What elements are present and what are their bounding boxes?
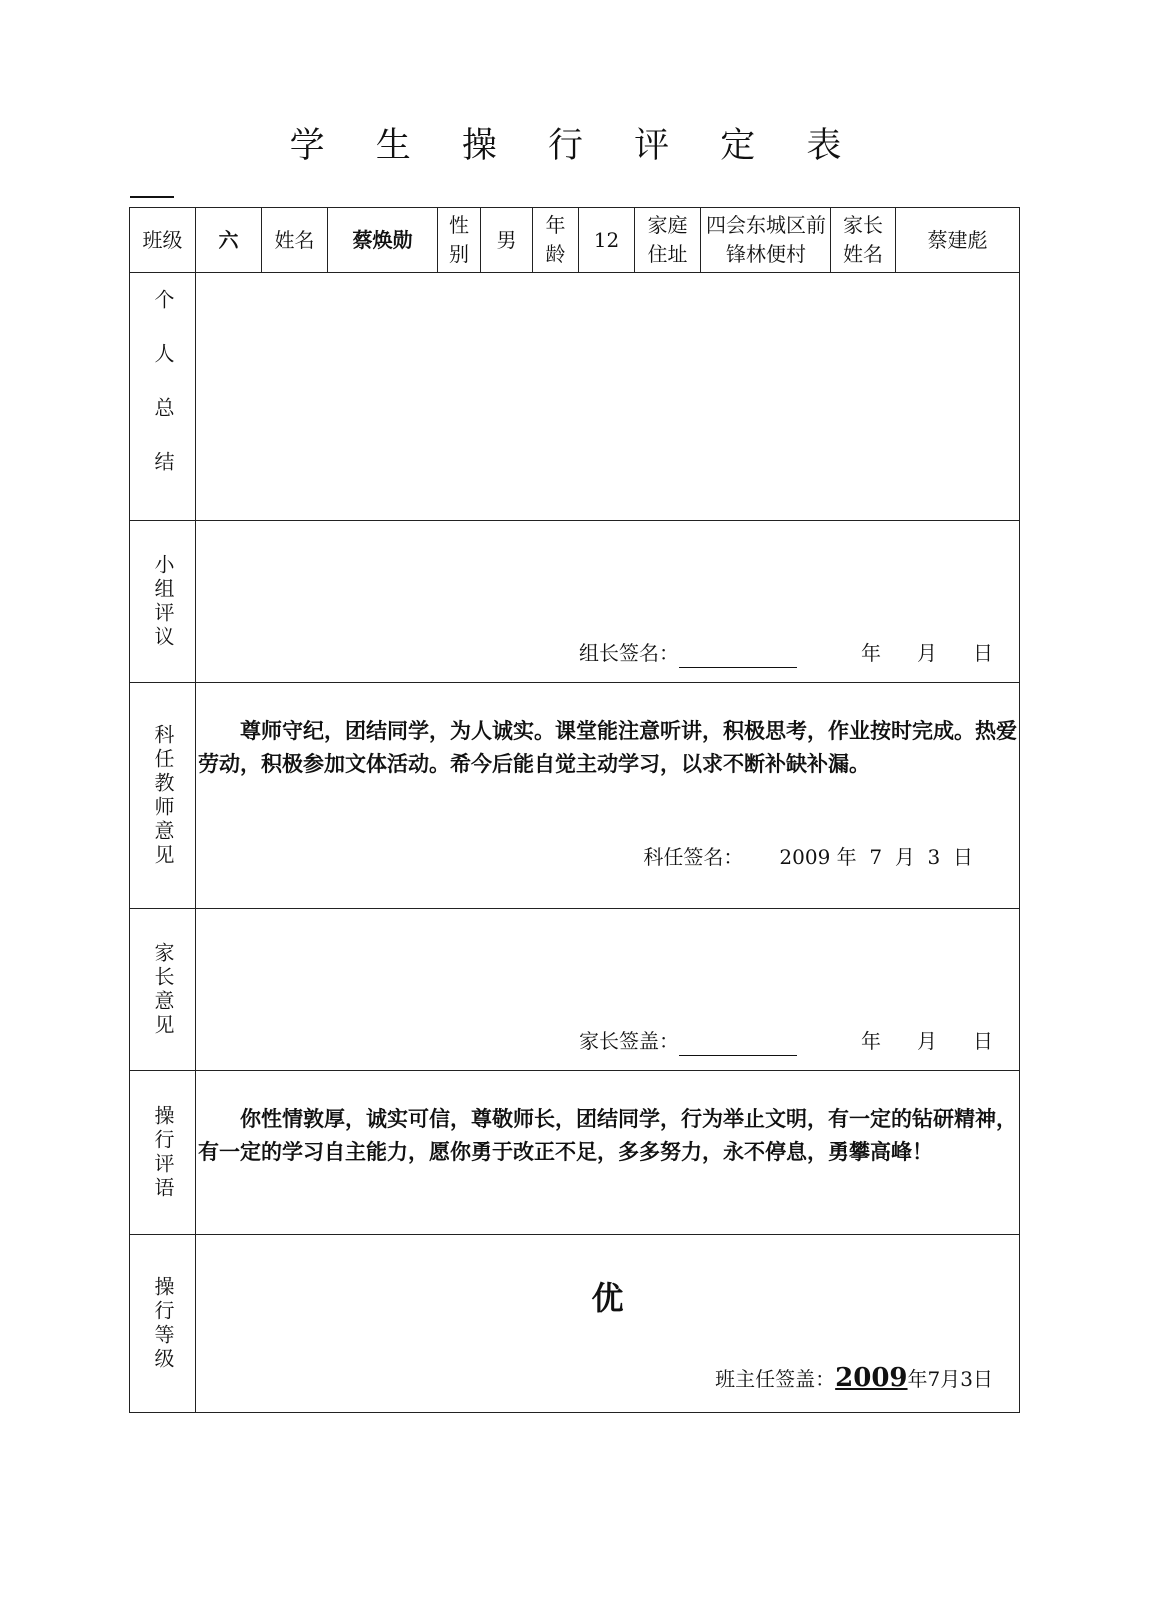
evaluation-form bbox=[129, 207, 1020, 1413]
class-label: 班级 bbox=[130, 208, 196, 273]
conduct-grade-label bbox=[130, 1235, 196, 1413]
personal-summary-label bbox=[130, 273, 196, 521]
address-label bbox=[635, 208, 701, 273]
parent-opinion-row bbox=[130, 909, 1020, 1071]
teacher-opinion-text: 尊师守纪，团结同学，为人诚实。课堂能注意听讲，积极思考，作业按时完成。热爱劳动，积极参加文体活动。希今后能自觉主动学习，以求不断补缺补漏。 bbox=[198, 719, 1017, 776]
gender-label-text: 性别 bbox=[449, 213, 469, 266]
day-label: 日 bbox=[973, 1367, 993, 1392]
name-label: 姓名 bbox=[262, 208, 328, 273]
conduct-comment-label bbox=[130, 1071, 196, 1235]
teacher-opinion-row bbox=[130, 683, 1020, 909]
parent-opinion-label bbox=[130, 909, 196, 1071]
conduct-grade-label-text: 操行等级 bbox=[151, 1275, 175, 1372]
month-label: 月 bbox=[894, 845, 915, 869]
address-label-text: 家庭住址 bbox=[647, 213, 688, 266]
name-value: 蔡焕勋 bbox=[328, 208, 438, 273]
header-row bbox=[130, 208, 1020, 273]
gender-value: 男 bbox=[481, 208, 533, 273]
parent-opinion-label-text: 家长意见 bbox=[151, 941, 175, 1038]
header-dash bbox=[130, 196, 174, 198]
teacher-signature bbox=[643, 843, 973, 872]
head-teacher-month: 7 bbox=[927, 1367, 941, 1392]
conduct-grade-row bbox=[130, 1235, 1020, 1413]
group-leader-signature-label: 组长签名： bbox=[579, 641, 679, 665]
month-label: 月 bbox=[940, 1367, 961, 1392]
group-leader-signature-line bbox=[679, 647, 797, 668]
parent-opinion-content bbox=[196, 909, 1020, 1071]
parent-signature-line bbox=[679, 1035, 797, 1056]
personal-summary-row bbox=[130, 273, 1020, 521]
day-label: 日 bbox=[973, 1029, 993, 1053]
personal-summary-content bbox=[196, 273, 1020, 521]
parent-label bbox=[831, 208, 896, 273]
year-label: 年 bbox=[861, 1029, 881, 1053]
conduct-comment-row bbox=[130, 1071, 1020, 1235]
page-title: 学 生 操 行 评 定 表 bbox=[289, 126, 862, 166]
parent-signature bbox=[579, 1027, 993, 1056]
year-label: 年 bbox=[836, 845, 857, 869]
year-label: 年 bbox=[907, 1367, 928, 1392]
teacher-month: 7 bbox=[869, 845, 883, 869]
month-label: 月 bbox=[917, 1029, 937, 1053]
gender-label bbox=[438, 208, 481, 273]
year-label: 年 bbox=[861, 641, 881, 665]
head-teacher-signature-label: 班主任签盖： bbox=[715, 1367, 836, 1392]
teacher-day: 3 bbox=[927, 845, 941, 869]
head-teacher-day: 3 bbox=[960, 1367, 973, 1392]
teacher-signature-label: 科任签名： bbox=[643, 845, 744, 869]
conduct-grade-value: 优 bbox=[591, 1279, 624, 1317]
age-value: 12 bbox=[579, 208, 635, 273]
group-review-signature bbox=[579, 639, 993, 668]
conduct-grade-content bbox=[196, 1235, 1020, 1413]
teacher-year: 2009 bbox=[779, 845, 831, 869]
parent-signature-label: 家长签盖： bbox=[579, 1029, 679, 1053]
head-teacher-year: 2009 bbox=[835, 1363, 908, 1394]
teacher-opinion-label-text: 科任教师意见 bbox=[151, 723, 175, 868]
day-label: 日 bbox=[973, 641, 993, 665]
head-teacher-signature bbox=[715, 1360, 993, 1398]
parent-value: 蔡建彪 bbox=[896, 208, 1020, 273]
conduct-comment-content bbox=[196, 1071, 1020, 1235]
parent-label-text: 家长姓名 bbox=[843, 213, 883, 266]
conduct-comment-text: 你性情敦厚，诚实可信，尊敬师长，团结同学，行为举止文明，有一定的钻研精神，有一定的学习自主能力，愿你勇于改正不足，多多努力，永不停息，勇攀高峰！ bbox=[198, 1107, 1017, 1164]
class-value: 六 bbox=[196, 208, 262, 273]
address-value bbox=[701, 208, 831, 273]
day-label: 日 bbox=[953, 845, 973, 869]
address-value-text: 四会东城区前锋林便村 bbox=[706, 213, 826, 266]
group-review-label bbox=[130, 521, 196, 683]
personal-summary-label-text: 个人总结 bbox=[151, 288, 175, 505]
age-label bbox=[533, 208, 579, 273]
teacher-opinion-label bbox=[130, 683, 196, 909]
teacher-opinion-content bbox=[196, 683, 1020, 909]
group-review-content bbox=[196, 521, 1020, 683]
month-label: 月 bbox=[917, 641, 937, 665]
conduct-comment-label-text: 操行评语 bbox=[151, 1104, 175, 1201]
group-review-label-text: 小组评议 bbox=[151, 553, 175, 650]
group-review-row bbox=[130, 521, 1020, 683]
age-label-text: 年龄 bbox=[545, 213, 566, 266]
